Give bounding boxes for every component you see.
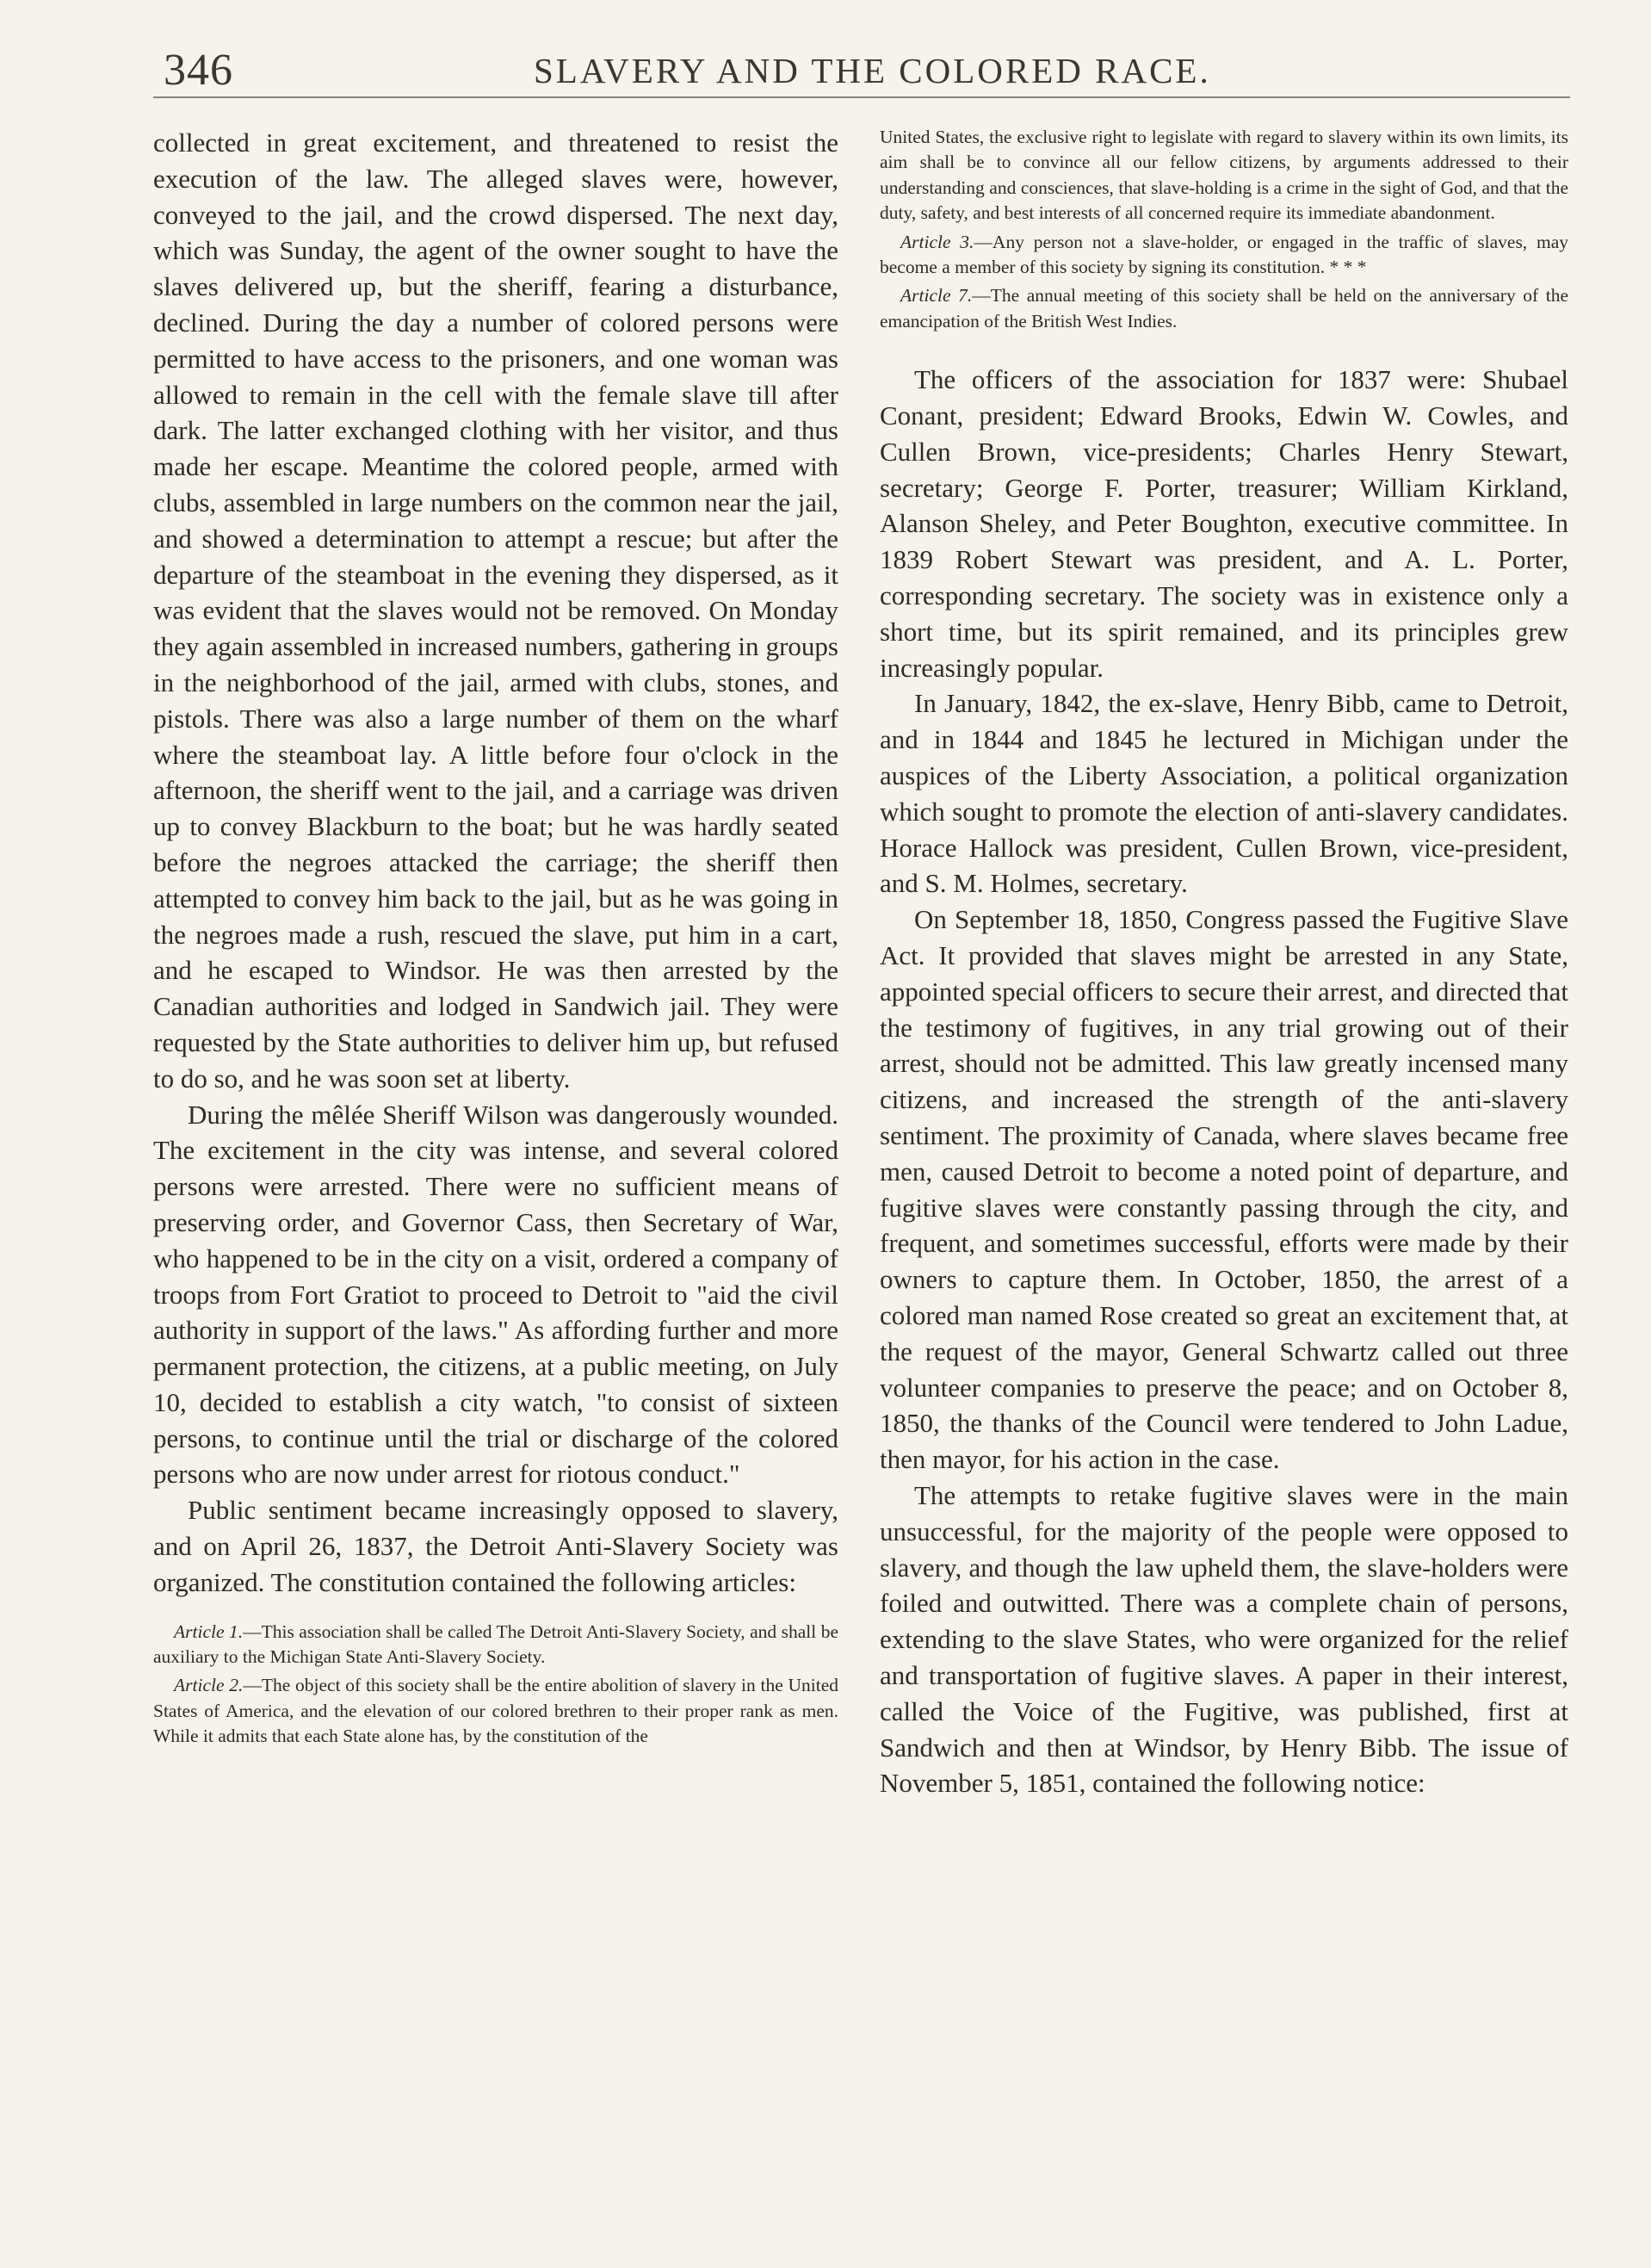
article-text: —The object of this society shall be the entire abolition of slavery in the United States of America, and the elevation of our colored brethren to their proper rank as men. While it admits that each State alone has, by the constitution of the: [153, 1675, 839, 1747]
paragraph: On September 18, 1850, Congress passed the Fugitive Slave Act. It provided that slaves might be arrested in any State, appointed special officers to secure their arrest, and directed that the testimony of fugitives, in any trial growing out of their arrest, should not be admitted. This law greatly incensed many citizens, and increased the strength of the anti-slavery sentiment. The proximity of Canada, where slaves became free men, caused Detroit to become a noted point of departure, and fugitive slaves were constantly passing through the city, and frequent, and sometimes successful, efforts were made by their owners to capture them. In October, 1850, the arrest of a colored man named Rose created so great an excitement that, at the request of the mayor, General Schwartz called out three volunteer companies to preserve the peace; and on October 8, 1850, the thanks of the Council were tendered to John Ladue, then mayor, for his action in the case.: [880, 904, 1568, 1475]
paragraph: In January, 1842, the ex-slave, Henry Bibb, came to Detroit, and in 1844 and 1845 he lectured in Michigan under the auspices of the Liberty Association, a political organization which sought to promote the election of anti-slavery candidates. Horace Hallock was president, Cullen Brown, vice-president, and S. M. Holmes, secretary.: [880, 688, 1568, 899]
constitution-articles-continued: [880, 125, 1568, 334]
article-text: —The annual meeting of this society shall be held on the anniversary of the emancipation of the British West Indies.: [880, 285, 1568, 332]
article-2: [153, 1673, 838, 1749]
paragraph: The officers of the association for 1837 were: Shubael Conant, president; Edward Brooks, Edwin W. Cowles, and Cullen Brown, vice-presidents; Charles Henry Stewart, secretary; George F. Porter, treasurer; William Kirkland, Alanson Sheley, and Peter Boughton, executive committee. In 1839 Robert Stewart was president, and A. L. Porter, corresponding secretary. The society was in existence only a short time, but its spirit remained, and its principles grew increasingly popular.: [880, 364, 1568, 683]
article-label: Article 2.: [174, 1675, 244, 1696]
article-7: [880, 283, 1568, 334]
article-text: —This association shall be called The Detroit Anti-Slavery Society, and shall be auxiliary to the Michigan State Anti-Slavery Society.: [153, 1620, 838, 1668]
article-3: [880, 230, 1568, 281]
paragraph: collected in great excitement, and threatened to resist the execution of the law. The alleged slaves were, however, conveyed to the jail, and the crowd dispersed. The next day, which was Sunday, the agent of the owner sought to have the slaves delivered up, but the sheriff, fearing a disturbance, declined. During the day a number of colored persons were permitted to have access to the prisoners, and one woman was allowed to remain in the cell with the female slave till after dark. The latter exchanged clothing with her visitor, and thus made her escape. Meantime the colored people, armed with clubs, assembled in large numbers on the common near the jail, and showed a determination to attempt a rescue; but after the departure of the steamboat in the evening they dispersed, as it was evident that the slaves would not be removed. On Monday they again assembled in increased numbers, gathering in groups in the neighborhood of the jail, armed with clubs, stones, and pistols. There was also a large number of them on the wharf where the steamboat lay. A little before four o'clock in the afternoon, the sheriff went to the jail, and a carriage was driven up to convey Blackburn to the boat; but he was hardly seated before the negroes attacked the carriage; the sheriff then attempted to convey him back to the jail, but as he was going in the negroes made a rush, rescued the slave, put him in a cart, and he escaped to Windsor. He was then arrested by the Canadian authorities and lodged in Sandwich jail. They were requested by the State authorities to deliver him up, but refused to do so, and he was soon set at liberty.: [153, 127, 838, 1094]
right-body-text: [880, 362, 1568, 1801]
article-text: —Any person not a slave-holder, or engaged in the traffic of slaves, may become a member of this society by signing its constitution. * * *: [880, 231, 1568, 278]
header-rule: [153, 96, 1570, 98]
article-label: Article 7.: [900, 285, 973, 307]
left-column: [153, 125, 838, 1750]
page-number: 346: [164, 46, 233, 95]
paragraph: During the mêlée Sheriff Wilson was dangerously wounded. The excitement in the city was intense, and several colored persons were arrested. There were no sufficient means of preserving order, and Governor Cass, then Secretary of War, who happened to be in the city on a visit, ordered a company of troops from Fort Gratiot to proceed to Detroit to "aid the civil authority in support of the laws." As affording further and more permanent protection, the citizens, at a public meeting, on July 10, decided to establish a city watch, "to consist of sixteen persons, to continue until the trial or discharge of the colored persons who are now under arrest for riotous conduct.": [153, 1099, 838, 1490]
constitution-articles: [153, 1620, 838, 1750]
article-label: Article 3.: [900, 231, 974, 252]
article-label: Article 1.: [174, 1620, 244, 1642]
article-2-continued: [880, 125, 1568, 226]
running-head: SLAVERY AND THE COLORED RACE.: [534, 51, 1211, 90]
article-text: United States, the exclusive right to legislate with regard to slavery within its own limits, its aim shall be to convince all our fellow citizens, by arguments addressed to their understanding and consciences, that slave-holding is a crime in the sight of God, and that the duty, safety, and best interests of all concerned require its immediate abandonment.: [880, 127, 1568, 224]
paragraph: The attempts to retake fugitive slaves were in the main unsuccessful, for the majority of the people were opposed to slavery, and though the law upheld them, the slave-holders were foiled and outwitted. There was a complete chain of persons, extending to the slave States, who were organized for the relief and transportation of fugitive slaves. A paper in their interest, called the Voice of the Fugitive, was published, first at Sandwich and then at Windsor, by Henry Bibb. The issue of November 5, 1851, contained the following notice:: [880, 1479, 1568, 1799]
article-1: [153, 1620, 838, 1670]
left-body-text: [153, 125, 838, 1601]
paragraph: Public sentiment became increasingly opposed to slavery, and on April 26, 1837, the Detroit Anti-Slavery Society was organized. The constitution contained the following articles:: [153, 1495, 838, 1597]
right-column: [880, 125, 1568, 1801]
